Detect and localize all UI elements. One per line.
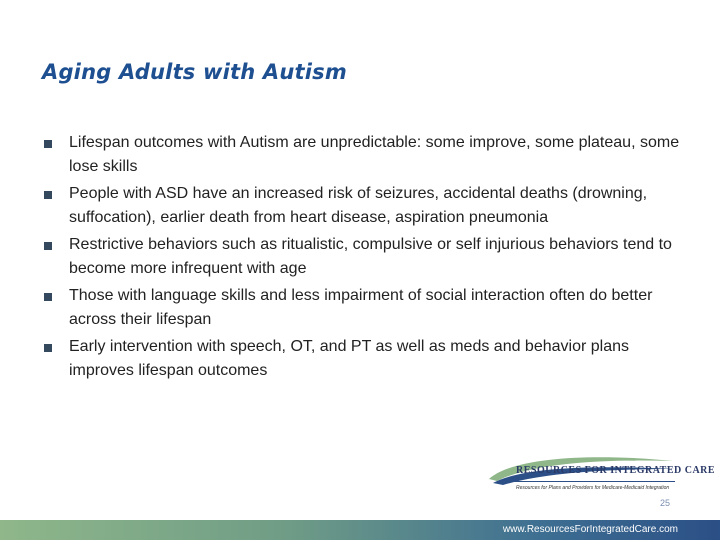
bullet-item	[42, 233, 682, 281]
slide-title: Aging Adults with Autism	[42, 60, 347, 84]
bullet-text: Restrictive behaviors such as ritualistic, compulsive or self injurious behaviors tend to become more infrequent with age	[69, 236, 672, 277]
bullet-text: Those with language skills and less impairment of social interaction often do better across their lifespan	[69, 287, 653, 328]
bullet-item	[42, 284, 682, 332]
square-bullet-icon	[44, 242, 52, 250]
footer-bar	[0, 520, 720, 540]
footer-url: www.ResourcesForIntegratedCare.com	[502, 524, 678, 535]
bullet-text: Early intervention with speech, OT, and PT as well as meds and behavior plans improves lifespan outcomes	[69, 338, 629, 379]
square-bullet-icon	[44, 344, 52, 352]
square-bullet-icon	[44, 293, 52, 301]
square-bullet-icon	[44, 140, 52, 148]
rfic-logo	[483, 455, 716, 495]
bullet-item	[42, 131, 682, 179]
bullet-text: Lifespan outcomes with Autism are unpredictable: some improve, some plateau, some lose skills	[69, 134, 680, 175]
bullet-item	[42, 182, 682, 230]
bullet-list	[42, 131, 682, 386]
bullet-item	[42, 335, 682, 383]
bullet-text: People with ASD have an increased risk of seizures, accidental deaths (drowning, suffocation), earlier death from heart disease, aspiration pneumonia	[69, 185, 648, 226]
logo-name: RESOURCES FOR INTEGRATED CARE	[516, 465, 716, 476]
logo-tagline: Resources for Plans and Providers for Medicare-Medicaid Integration	[516, 485, 670, 491]
page-number: 25	[660, 498, 671, 508]
square-bullet-icon	[44, 191, 52, 199]
